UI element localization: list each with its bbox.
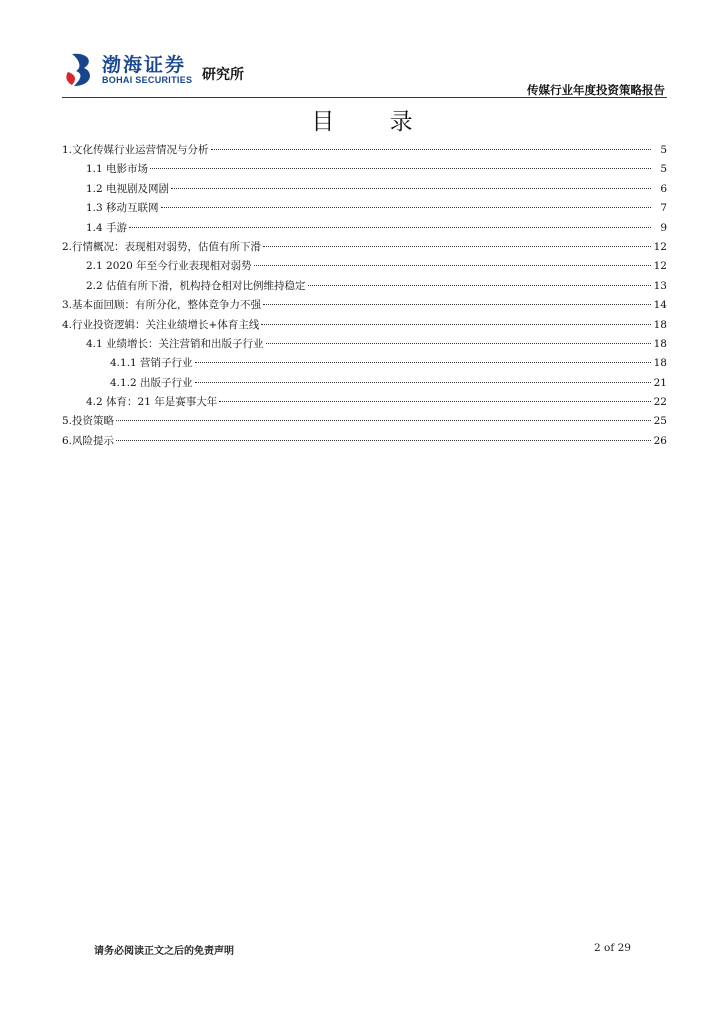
toc-leader-dots xyxy=(150,168,651,169)
toc-entry-page: 18 xyxy=(653,337,667,350)
toc-entry-title: 4.行业投资逻辑：关注业绩增长+体育主线 xyxy=(62,318,260,331)
toc-entry[interactable] xyxy=(62,277,667,296)
toc-leader-dots xyxy=(261,324,651,325)
toc-entry-title: 3.基本面回顾：有所分化，整体竞争力不强 xyxy=(62,299,262,312)
toc-entry-page: 7 xyxy=(660,202,667,215)
toc-entry-title: 4.1.2 出版子行业 xyxy=(110,376,193,389)
toc-entry[interactable] xyxy=(62,432,667,451)
toc-entry-page: 12 xyxy=(653,240,667,253)
toc-entry[interactable] xyxy=(62,219,667,238)
toc-leader-dots xyxy=(195,362,651,363)
toc-leader-dots xyxy=(116,440,651,441)
toc-entry-page: 12 xyxy=(653,260,667,273)
toc-entry-page: 13 xyxy=(653,279,667,292)
report-title: 传媒行业年度投资策略报告 xyxy=(527,83,665,97)
toc-entry-page: 14 xyxy=(653,299,667,312)
toc-entry[interactable] xyxy=(62,393,667,412)
toc-entry-title: 6.风险提示 xyxy=(62,434,115,447)
toc-leader-dots xyxy=(263,304,651,305)
toc-entry-title: 2.2 估值有所下滑，机构持仓相对比例维持稳定 xyxy=(86,279,306,292)
toc-entry-title: 2.1 2020 年至今行业表现相对弱势 xyxy=(86,260,252,273)
toc-entry[interactable] xyxy=(62,412,667,431)
toc-entry-title: 1.4 手游 xyxy=(86,221,128,234)
logo-english-name: BOHAI SECURITIES xyxy=(102,75,193,85)
toc-leader-dots xyxy=(195,382,651,383)
toc-entry-title: 4.2 体育：21 年是赛事大年 xyxy=(86,396,218,409)
toc-entry-title: 1.1 电影市场 xyxy=(86,163,149,176)
toc-entry[interactable] xyxy=(62,296,667,315)
toc-entry-page: 9 xyxy=(660,221,667,234)
disclaimer-note: 请务必阅读正文之后的免责声明 xyxy=(94,946,234,957)
toc-leader-dots xyxy=(308,285,651,286)
toc-entry[interactable] xyxy=(62,160,667,179)
page-header xyxy=(62,48,667,98)
toc-leader-dots xyxy=(219,401,651,402)
toc-leader-dots xyxy=(266,343,651,344)
toc-entry[interactable] xyxy=(62,335,667,354)
toc-entry-title: 4.1.1 营销子行业 xyxy=(110,357,193,370)
toc-heading: 目 录 xyxy=(311,109,437,135)
toc-leader-dots xyxy=(161,207,651,208)
toc-entry-page: 25 xyxy=(653,415,667,428)
toc-entry[interactable] xyxy=(62,199,667,218)
toc-entry-page: 21 xyxy=(653,376,667,389)
table-of-contents xyxy=(62,141,667,451)
toc-entry[interactable] xyxy=(62,257,667,276)
toc-entry-page: 6 xyxy=(660,182,667,195)
toc-leader-dots xyxy=(254,265,651,266)
bohai-logo-icon xyxy=(66,52,96,88)
toc-entry-page: 22 xyxy=(653,396,667,409)
toc-leader-dots xyxy=(116,420,651,421)
toc-entry-page: 26 xyxy=(653,434,667,447)
toc-entry-title: 1.2 电视剧及网剧 xyxy=(86,182,170,195)
toc-entry[interactable] xyxy=(62,141,667,160)
toc-entry-title: 1.3 移动互联网 xyxy=(86,202,159,215)
toc-entry-page: 18 xyxy=(653,357,667,370)
toc-entry-page: 5 xyxy=(660,144,667,156)
institute-label: 研究所 xyxy=(202,67,244,83)
toc-leader-dots xyxy=(211,149,651,150)
toc-entry-title: 5.投资策略 xyxy=(62,415,115,428)
header-divider xyxy=(62,97,667,98)
logo-chinese-name: 渤海证券 xyxy=(102,54,187,76)
page-number: 2 of 29 xyxy=(594,942,631,954)
toc-entry-title: 2.行情概况：表现相对弱势，估值有所下滑 xyxy=(62,240,262,253)
toc-entry[interactable] xyxy=(62,316,667,335)
toc-leader-dots xyxy=(129,227,651,228)
toc-entry-title: 4.1 业绩增长：关注营销和出版子行业 xyxy=(86,337,264,350)
toc-leader-dots xyxy=(263,246,651,247)
toc-leader-dots xyxy=(171,188,651,189)
toc-entry[interactable] xyxy=(62,180,667,199)
toc-entry-title: 1.文化传媒行业运营情况与分析 xyxy=(62,144,209,156)
toc-entry[interactable] xyxy=(62,238,667,257)
toc-entry-page: 18 xyxy=(653,318,667,331)
toc-entry-page: 5 xyxy=(660,163,667,176)
toc-entry[interactable] xyxy=(62,354,667,373)
toc-entry[interactable] xyxy=(62,374,667,393)
